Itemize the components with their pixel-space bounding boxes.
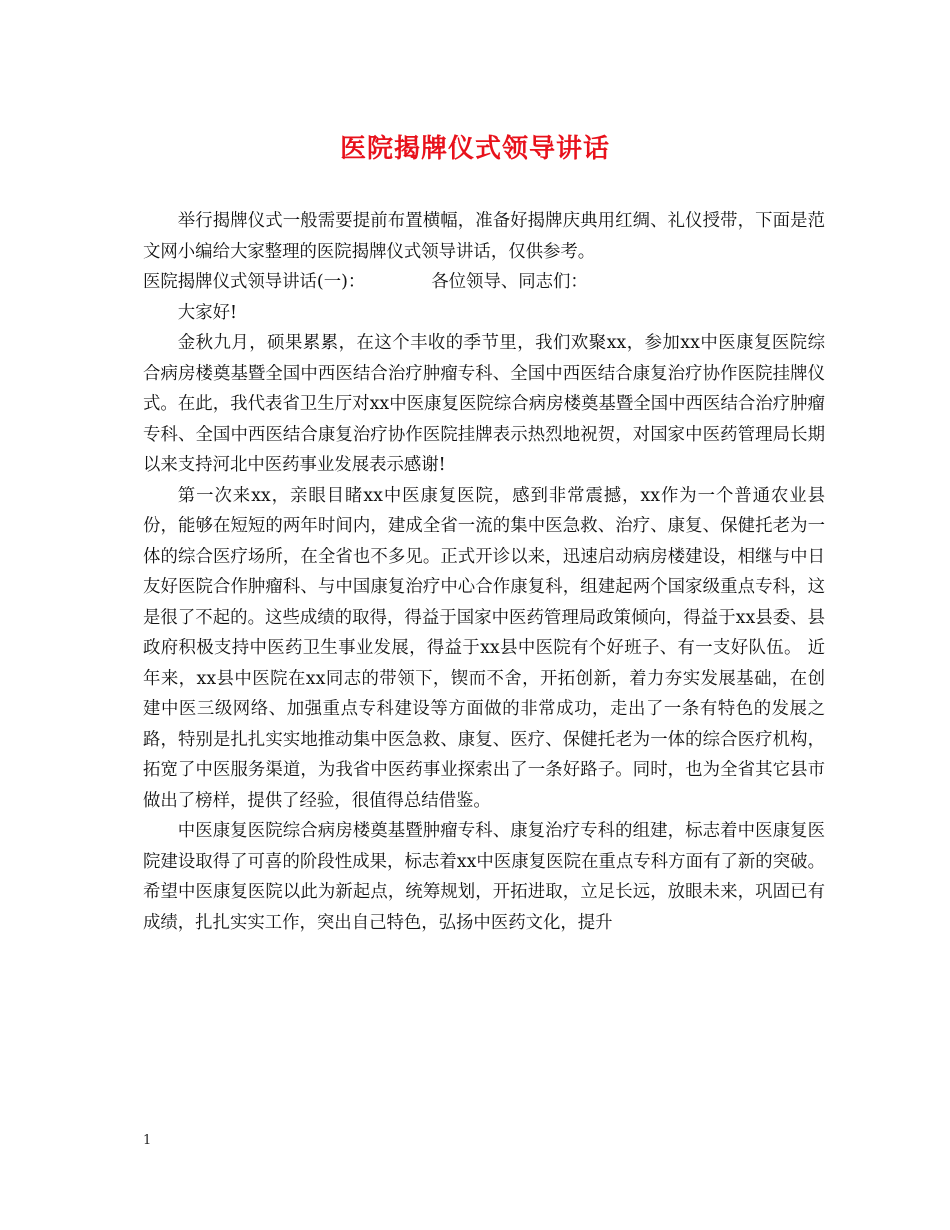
page-number: 1	[143, 1133, 152, 1148]
document-body	[143, 206, 825, 938]
salutation: 各位领导、同志们：	[431, 272, 588, 292]
section-heading-line	[143, 267, 825, 298]
greeting: 大家好!	[177, 302, 237, 323]
section-heading: 医院揭牌仪式领导讲话(一)：	[143, 272, 366, 292]
body-paragraph-1: 金秋九月，硕果累累，在这个丰收的季节里，我们欢聚xx，参加xx中医康复医院综合病房楼奠基暨全国中西医结合治疗肿瘤专科、全国中西医结合康复治疗协作医院挂牌仪式。在此，我代表省卫生厅对xx中医康复医院综合病房楼奠基暨全国中西医结合治疗肿瘤专科、全国中西医结合康复治疗协作医院挂牌表示热烈地祝贺，对国家中医药管理局长期以来支持河北中医药事业发展表示感谢!	[143, 333, 825, 475]
body-paragraph-2: 第一次来xx，亲眼目睹xx中医康复医院，感到非常震撼，xx作为一个普通农业县份，能够在短短的两年时间内，建成全省一流的集中医急救、治疗、康复、保健托老为一体的综合医疗场所，在全省也不多见。正式开诊以来，迅速启动病房楼建设，相继与中日友好医院合作肿瘤科、与中国康复治疗中心合作康复科，组建起两个国家级重点专科，这是很了不起的。这些成绩的取得，得益于国家中医药管理局政策倾向，得益于xx县委、县政府积极支持中医药卫生事业发展，得益于xx县中医院有个好班子、有一支好队伍。 近年来，xx县中医院在xx同志的带领下，锲而不舍，开拓创新，着力夯实发展基础，在创建中医三级网络、加强重点专科建设等方面做的非常成功，走出了一条有特色的发展之路，特别是扎扎实实地推动集中医急救、康复、医疗、保健托老为一体的综合医疗机构，拓宽了中医服务渠道，为我省中医药事业探索出了一条好路子。同时，也为全省其它县市做出了榜样，提供了经验，很值得总结借鉴。	[143, 485, 825, 811]
intro-paragraph: 举行揭牌仪式一般需要提前布置横幅，准备好揭牌庆典用红绸、礼仪授带，下面是范文网小编给大家整理的医院揭牌仪式领导讲话，仅供参考。	[143, 211, 825, 262]
body-paragraph-3: 中医康复医院综合病房楼奠基暨肿瘤专科、康复治疗专科的组建，标志着中医康复医院建设取得了可喜的阶段性成果，标志着xx中医康复医院在重点专科方面有了新的突破。希望中医康复医院以此为新起点，统筹规划，开拓进取，立足长远，放眼未来，巩固已有成绩，扎扎实实工作，突出自己特色，弘扬中医药文化，提升	[143, 821, 825, 933]
document-title: 医院揭牌仪式领导讲话	[339, 134, 610, 164]
